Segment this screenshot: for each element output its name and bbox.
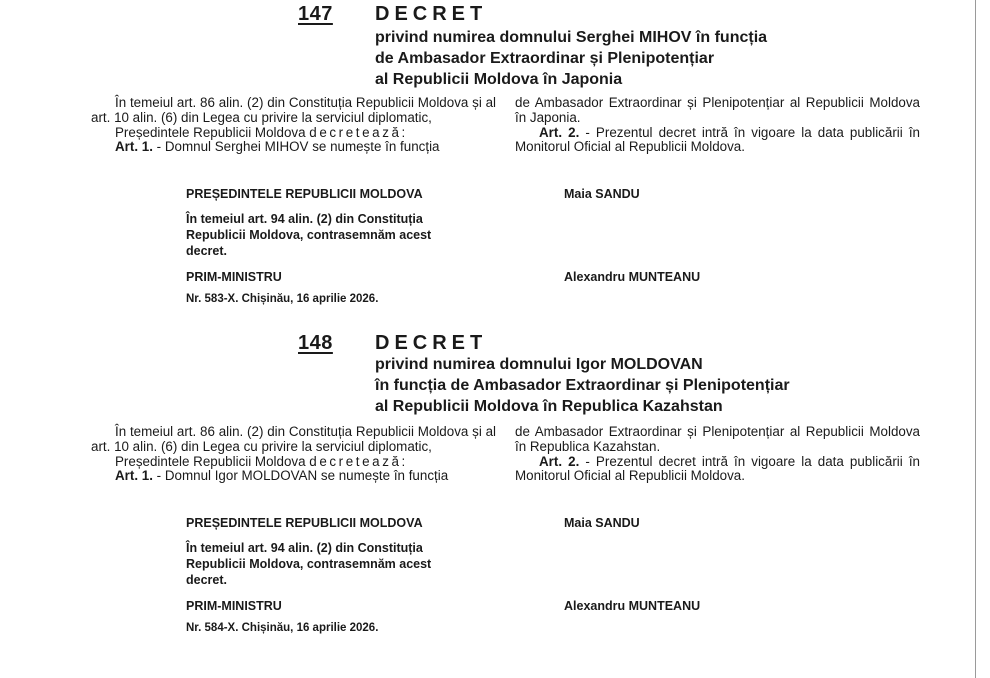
- prime-minister-name: Alexandru MUNTEANU: [564, 599, 701, 613]
- decree-formula: Președintele Republicii Moldova decretează:: [115, 124, 406, 140]
- left-column: [91, 96, 496, 155]
- president-title: PREȘEDINTELE REPUBLICII MOLDOVA: [186, 516, 423, 530]
- decree-formula: Președintele Republicii Moldova decretează:: [115, 453, 406, 469]
- decree-title: DECRET: [375, 332, 488, 354]
- decree-subtitle: [375, 354, 790, 417]
- president-title: PREȘEDINTELE REPUBLICII MOLDOVA: [186, 187, 423, 201]
- right-column: [515, 425, 920, 484]
- article-label: Art. 2.: [539, 453, 580, 469]
- article-2: Art. 2. - Prezentul decret intră în vigoare la data publicării în Monitorul Oficial al Republicii Moldova.: [515, 124, 920, 155]
- article-1-continuation: de Ambasador Extraordinar și Plenipotențiar al Republicii Moldova în Republica Kazahstan.: [515, 424, 920, 454]
- article-1-continuation: de Ambasador Extraordinar și Plenipotențiar al Republicii Moldova în Japonia.: [515, 95, 920, 125]
- left-column: [91, 425, 496, 484]
- article-1: Art. 1. - Domnul Igor MOLDOVAN se numește în funcția: [115, 468, 449, 484]
- article-label: Art. 1.: [115, 139, 153, 155]
- article-2: Art. 2. - Prezentul decret intră în vigoare la data publicării în Monitorul Oficial al Republicii Moldova.: [515, 453, 920, 484]
- president-name: Maia SANDU: [564, 516, 640, 530]
- countersignature-text: În temeiul art. 94 alin. (2) din Constituția Republicii Moldova, contrasemnăm acest decret.: [186, 212, 432, 258]
- subtitle-line: privind numirea domnului Igor MOLDOVAN: [375, 356, 703, 373]
- preamble-paragraph: În temeiul art. 86 alin. (2) din Constituția Republicii Moldova și al art. 10 alin. (6) din Legea cu privire la serviciul diplomatic,: [91, 95, 496, 125]
- subtitle-line: privind numirea domnului Serghei MIHOV în funcția: [375, 29, 768, 46]
- president-name: Maia SANDU: [564, 187, 640, 201]
- subtitle-line: al Republicii Moldova în Japonia: [375, 71, 623, 88]
- subtitle-line: al Republicii Moldova în Republica Kazahstan: [375, 398, 723, 415]
- right-column: [515, 96, 920, 155]
- subtitle-line: în funcția de Ambasador Extraordinar și Plenipotențiar: [375, 377, 790, 394]
- prime-minister-title: PRIM-MINISTRU: [186, 270, 282, 284]
- decree-subtitle: [375, 27, 767, 90]
- decree-title: DECRET: [375, 3, 488, 25]
- prime-minister-name: Alexandru MUNTEANU: [564, 270, 701, 284]
- decree-reference: Nr. 584-X. Chișinău, 16 aprilie 2026.: [186, 622, 379, 634]
- article-1: Art. 1. - Domnul Serghei MIHOV se numește în funcția: [115, 139, 440, 155]
- page-right-border: [975, 0, 976, 678]
- article-label: Art. 2.: [539, 124, 580, 140]
- countersignature-text: În temeiul art. 94 alin. (2) din Constituția Republicii Moldova, contrasemnăm acest decret.: [186, 541, 432, 587]
- decree-number: 148: [298, 332, 333, 354]
- article-label: Art. 1.: [115, 468, 153, 484]
- prime-minister-title: PRIM-MINISTRU: [186, 599, 282, 613]
- decree-reference: Nr. 583-X. Chișinău, 16 aprilie 2026.: [186, 293, 379, 305]
- subtitle-line: de Ambasador Extraordinar și Plenipotențiar: [375, 50, 715, 67]
- preamble-paragraph: În temeiul art. 86 alin. (2) din Constituția Republicii Moldova și al art. 10 alin. (6) din Legea cu privire la serviciul diplomatic,: [91, 424, 496, 454]
- decree-number: 147: [298, 3, 333, 25]
